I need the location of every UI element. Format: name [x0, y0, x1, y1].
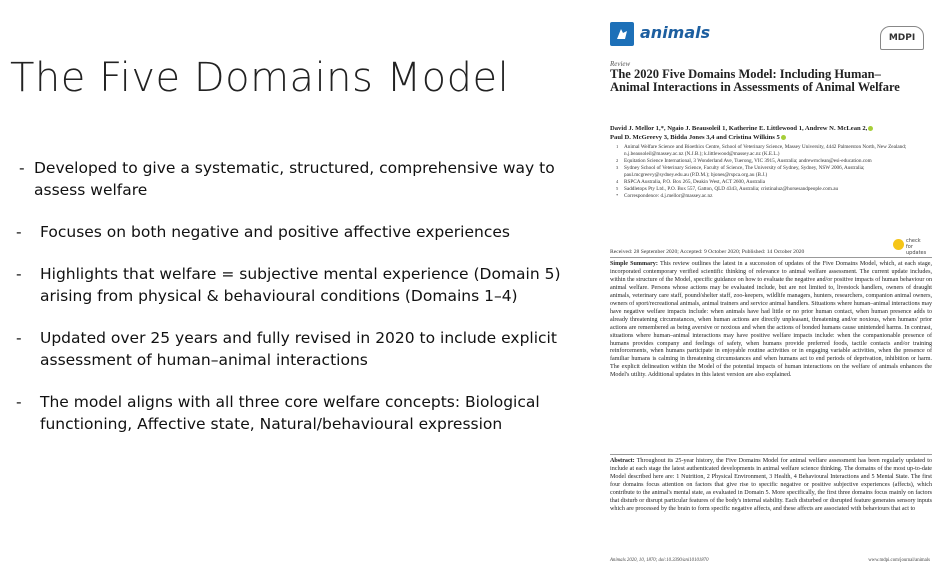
bullet-item: [16, 157, 576, 201]
bullet-marker: -: [19, 159, 25, 177]
journal-url: www.mdpi.com/journal/animals: [868, 558, 930, 563]
affiliation-item: 1 Animal Welfare Science and Bioethics Centre, School of Veterinary Science, Massey University, 4442 Palmerston North, New Zealand; n.j.beausoleil@massey.ac.nz (N.J.B.); k.littlewood@massey.ac.nz (K.E.L.): [616, 144, 907, 157]
bullet-text: Developed to give a systematic, structured, comprehensive way to assess welfare: [34, 159, 555, 199]
bullet-text: Highlights that welfare = subjective mental experience (Domain 5) arising from physical & behavioural conditions (Domains 1–4): [40, 265, 561, 305]
article-type: Review: [610, 60, 631, 68]
abstract: [610, 458, 932, 514]
bullet-text: The model aligns with all three core welfare concepts: Biological functioning, Affective state, Natural/behavioural expression: [40, 393, 540, 433]
abstract-text: Throughout its 25-year history, the Five Domains Model for animal welfare assessment has been regularly updated to include at each stage the latest authenticated developments in animal welfare science thinking. The domains of the most up-to-date Model described here are: 1 Nutrition, 2 Physical Environment, 3 Health, 4 Behavioural Interactions and 5 Mental State. The first four domains focus attention on factors that give rise to specific negative or positive subjective experiences (affects), which contribute to the animal's mental state, as evaluated in Domain 5. More specifically, the first three domains focus mainly on factors that disturb or disrupt particular features of the body's internal stability. Each disturbed or disrupted feature generates sensory inputs which are processed by the brain to form specific negative affects, and these affects are associated with behaviours that act to: [610, 458, 932, 512]
bullet-text: Focuses on both negative and positive affective experiences: [40, 223, 510, 241]
publication-dates: Received: 28 September 2020; Accepted: 9 October 2020; Published: 14 October 2020: [610, 249, 805, 255]
divider: [610, 257, 932, 258]
summary-text: This review outlines the latest in a succession of updates of the Five Domains Model, which, at each stage, incorporated contemporary verified scientific thinking of relevance to animal welfare assessment. The current update includes, within the structure of the Model, specific guidance on how to evaluate the negative and/or positive impacts of human behaviour on animal welfare. Persons whose actions may be evaluated include, but are not limited to, livestock handlers, owners of draught animals, veterinary care staff, pound/shelter staff, zoo-keepers, wildlife managers, hunters, researchers, companion animal owners, owners of sport/recreational animals, animal trainers and service animal handlers. Situations where human–animal interactions may have negative welfare impacts include: when animals have had little or no prior human contact, when human presence adds to already threatening circumstances, when human actions are directly unpleasant, threatening and/or noxious, when humans' prior actions are remembered as being aversive or noxious and when the actions of bonded humans cause unintended harms. In contrast, situations where human–animal interactions may have positive welfare impacts include: when the companionable presence of humans provides company and feelings of safety, when humans provide preferred foods, tactile contacts and/or training reinforcements, when humans participate in enjoyable routine activities or in engaging variable activities, when the presence of familiar humans is calming in threatening circumstances and when humans act to end periods of deprivation, inhibition or harm. The explicit delineation within the Model of the potential impacts of human interactions on the welfare of animals enhances the Model's utility. Additional updates in this latest version are also explained.: [610, 261, 932, 379]
abstract-label: Abstract:: [610, 458, 635, 464]
orcid-icon: [868, 126, 873, 131]
citation-footer: Animals 2020, 10, 1870; doi:10.3390/ani10101870: [610, 558, 709, 563]
journal-name: animals: [640, 23, 711, 42]
affiliation-item: 2 Equitation Science International, 3 Wonderland Ave, Tuerong, VIC 3915, Australia; andrewmclean@esi-education.com: [616, 158, 872, 164]
simple-summary: [610, 261, 932, 380]
journal-header: [610, 22, 930, 56]
journal-logo-icon: [610, 22, 634, 46]
affiliation-item: 3 Sydney School of Veterinary Science, Faculty of Science, The University of Sydney, Sydney, NSW 2006, Australia; paul.mcgreevy@sydney.edu.au (P.D.M.); bjones@rspca.org.au (B.J.): [616, 165, 865, 178]
affiliation-item: 5 Saddletops Pty Ltd., P.O. Box 557, Gatton, QLD 4343, Australia; cristinaluz@horsesandpeople.com.au: [616, 186, 839, 192]
bullet-marker: -: [16, 223, 22, 241]
bullet-marker: -: [16, 393, 22, 411]
affiliations: [616, 144, 926, 200]
affiliation-item: * Correspondence: d.j.mellor@massey.ac.nz: [616, 193, 713, 199]
authors-line: Paul D. McGreevy 3, Bidda Jones 3,4 and Cristina Wilkins 5: [610, 134, 780, 141]
paper-authors: [610, 124, 932, 142]
bullet-text: Updated over 25 years and fully revised in 2020 to include explicit assessment of human–animal interactions: [40, 329, 557, 369]
orcid-icon: [781, 135, 786, 140]
paper-first-page: [600, 12, 936, 572]
paper-title: The 2020 Five Domains Model: Including Human–Animal Interactions in Assessments of Animal Welfare: [610, 67, 900, 94]
publisher-logo: MDPI: [880, 26, 924, 50]
bullet-item: [16, 391, 576, 435]
slide-title: The Five Domains Model: [10, 55, 510, 101]
divider: [610, 454, 932, 455]
bullet-item: [16, 327, 576, 371]
authors-line: David J. Mellor 1,*, Ngaio J. Beausoleil 1, Katherine E. Littlewood 1, Andrew N. McLean 2,: [610, 125, 868, 132]
summary-label: Simple Summary:: [610, 261, 658, 267]
bullet-item: [16, 221, 576, 243]
check-updates-label: check for updates: [906, 238, 927, 256]
bullet-marker: -: [16, 329, 22, 347]
bullet-item: [16, 263, 576, 307]
check-for-updates-badge: [893, 238, 929, 256]
bullet-marker: -: [16, 265, 22, 283]
check-updates-icon: [893, 239, 904, 250]
affiliation-item: 4 RSPCA Australia, P.O. Box 265, Deakin West, ACT 2600, Australia: [616, 179, 766, 185]
bullet-list: [16, 157, 576, 455]
